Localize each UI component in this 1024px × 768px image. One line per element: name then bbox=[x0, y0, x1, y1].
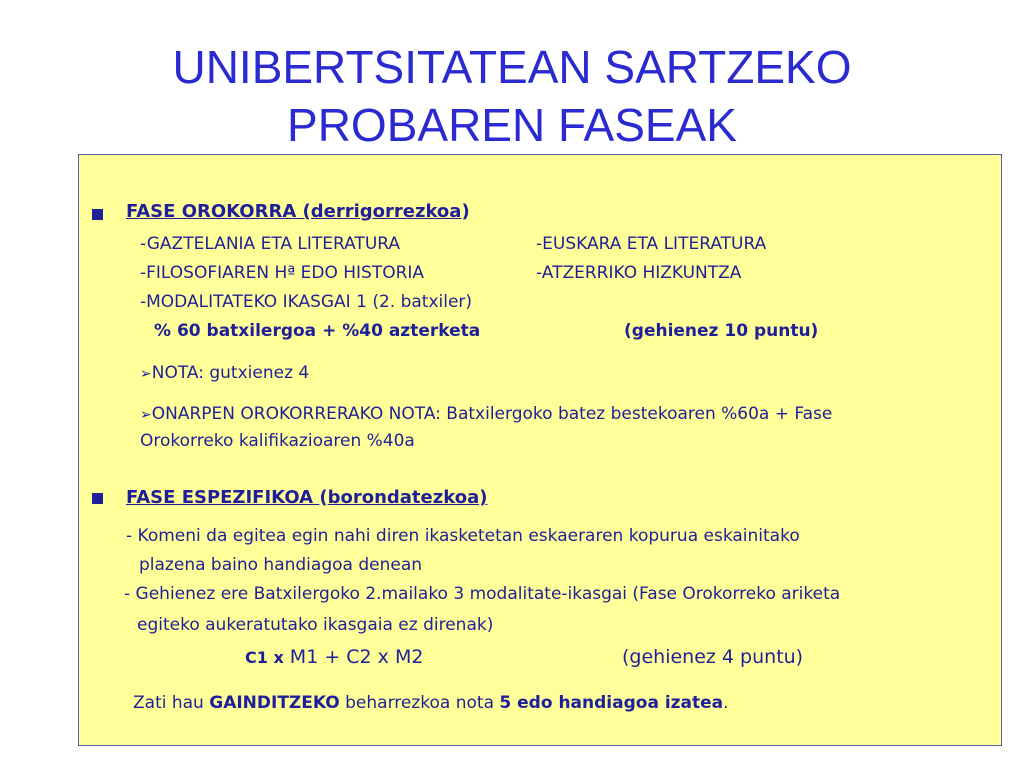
formula-bold: C1 x bbox=[245, 648, 284, 667]
square-bullet-icon bbox=[92, 209, 103, 220]
formula-rest: M1 + C2 x M2 bbox=[283, 646, 424, 668]
fase-orokorra-heading-close: ) bbox=[461, 201, 470, 222]
max-points-10: (gehienez 10 puntu) bbox=[624, 321, 819, 341]
arrow-bullet-icon: ➢ bbox=[140, 407, 152, 423]
nota-line bbox=[140, 362, 309, 385]
fase-orokorra-heading bbox=[126, 201, 470, 223]
weighting-formula: % 60 batxilergoa + %40 azterketa bbox=[154, 321, 481, 341]
pass-bold-2: 5 edo handiagoa izatea bbox=[499, 693, 724, 713]
subject-row1-left: -GAZTELANIA ETA LITERATURA bbox=[140, 234, 401, 254]
square-bullet-icon bbox=[92, 493, 103, 504]
arrow-bullet-icon: ➢ bbox=[140, 366, 152, 382]
espezifikoa-line-4: egiteko aukeratutako ikasgaia ez direnak) bbox=[137, 615, 494, 635]
subject-row1-right: -EUSKARA ETA LITERATURA bbox=[536, 234, 767, 254]
espezifikoa-line-3: - Gehienez ere Batxilergoko 2.mailako 3 modalitate-ikasgai (Fase Orokorreko ariketa bbox=[124, 584, 841, 604]
pass-bold-1: GAINDITZEKO bbox=[209, 693, 340, 713]
max-points-4: (gehienez 4 puntu) bbox=[622, 646, 804, 668]
espezifikoa-line-1: - Komeni da egitea egin nahi diren ikasketetan eskaeraren kopurua eskainitako bbox=[126, 526, 800, 546]
onarpen-line-2: Orokorreko kalifikazioaren %40a bbox=[140, 431, 415, 451]
fase-espezifikoa-heading-text: FASE ESPEZIFIKOA bbox=[126, 487, 314, 508]
formula-line bbox=[245, 646, 423, 669]
pass-requirement bbox=[133, 692, 729, 714]
onarpen-line-1 bbox=[140, 403, 832, 426]
page-title bbox=[0, 38, 1024, 154]
pass-prefix: Zati hau bbox=[133, 693, 210, 713]
fase-espezifikoa-heading bbox=[126, 487, 487, 509]
content-box bbox=[78, 154, 1002, 746]
onarpen-text-1: ONARPEN OROKORRERAKO NOTA: Batxilergoko batez bestekoaren %60a + Fase bbox=[151, 404, 833, 424]
title-line-2: PROBAREN FASEAK bbox=[287, 99, 737, 151]
pass-end: . bbox=[723, 693, 729, 713]
subject-row3: -MODALITATEKO IKASGAI 1 (2. batxiler) bbox=[140, 292, 473, 312]
subject-row2-right: -ATZERRIKO HIZKUNTZA bbox=[536, 263, 742, 283]
subject-row2-left: -FILOSOFIAREN Hª EDO HISTORIA bbox=[140, 263, 425, 283]
espezifikoa-line-2: plazena baino handiagoa denean bbox=[139, 555, 423, 575]
title-line-1: UNIBERTSITATEAN SARTZEKO bbox=[172, 41, 852, 93]
fase-espezifikoa-heading-open: ( bbox=[319, 487, 328, 508]
nota-text: NOTA: gutxienez 4 bbox=[151, 363, 310, 383]
fase-orokorra-heading-text: FASE OROKORRA (derrigorrezkoa bbox=[126, 201, 462, 222]
fase-espezifikoa-heading-sub: borondatezkoa) bbox=[327, 487, 488, 508]
pass-mid: beharrezkoa nota bbox=[339, 693, 500, 713]
